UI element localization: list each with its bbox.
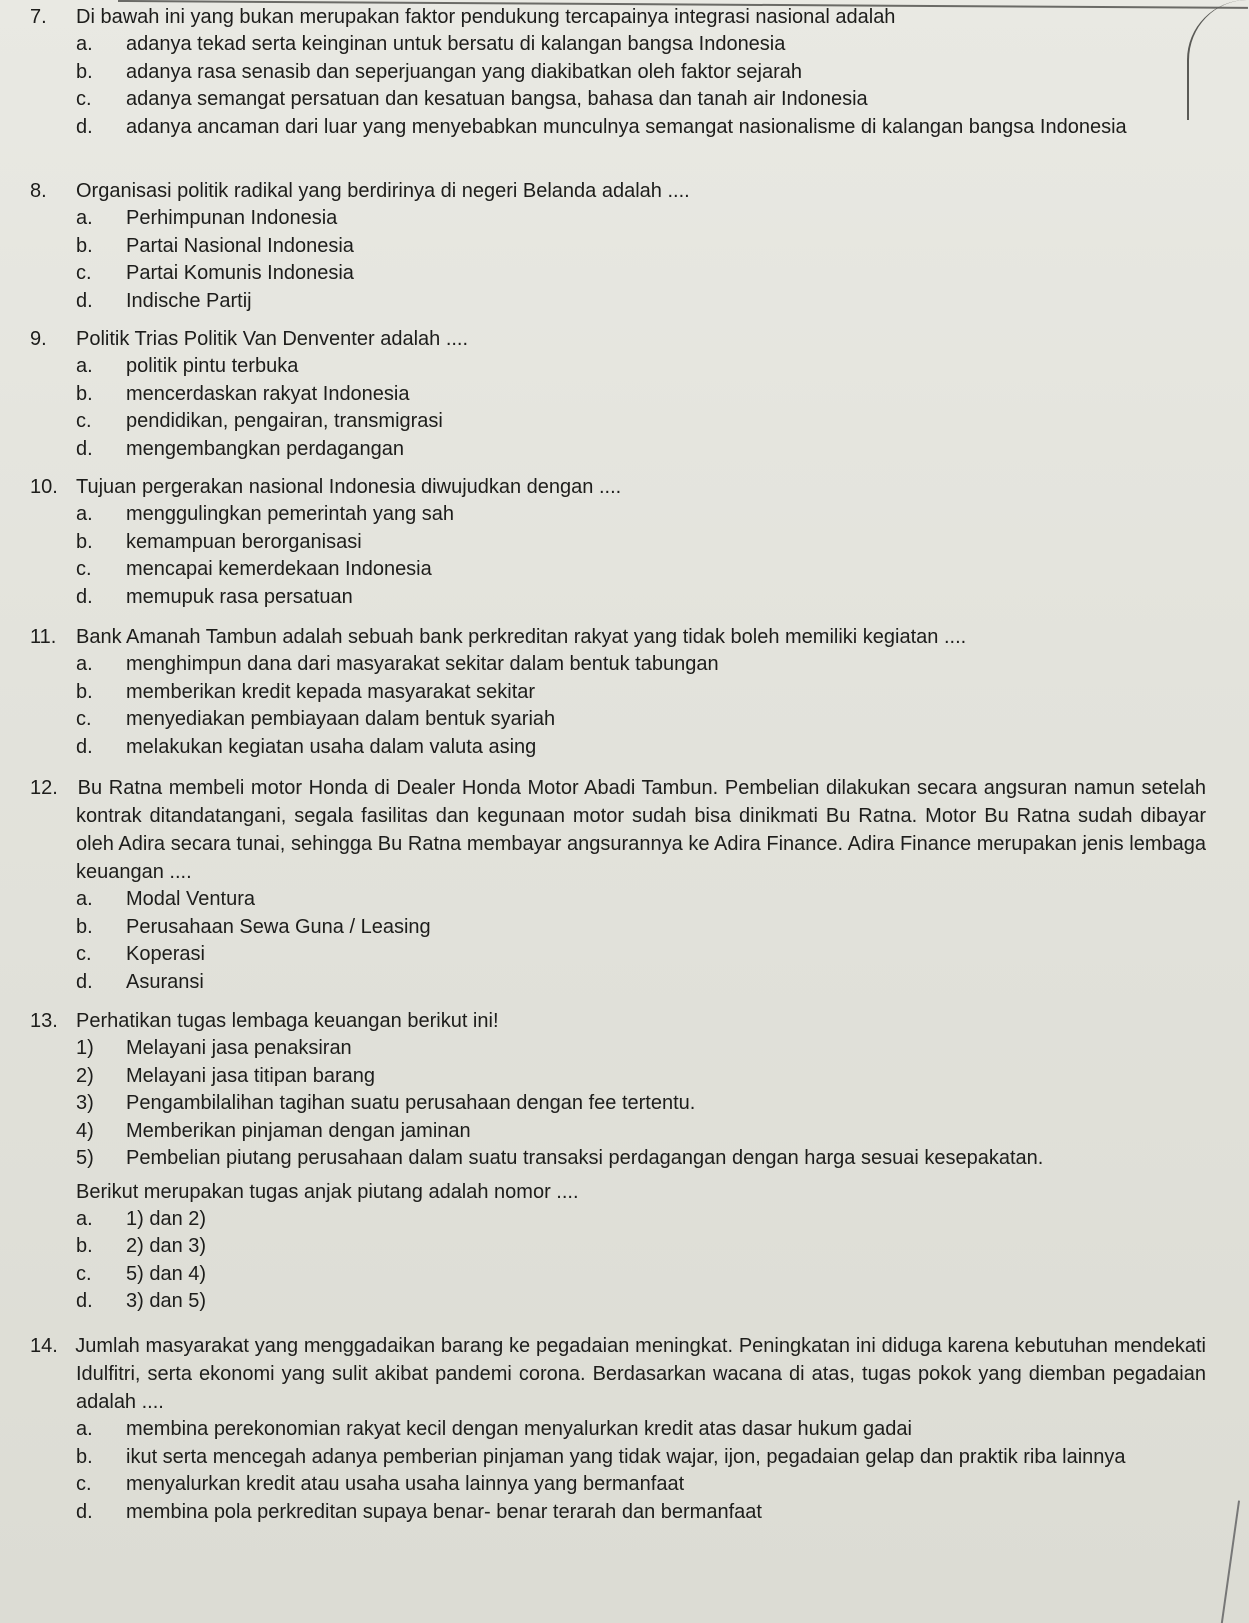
question-text: Perhatikan tugas lembaga keuangan berikut ini! — [76, 1010, 499, 1032]
option-a[interactable]: a. membina perekonomian rakyat kecil dengan menyalurkan kredit atas dasar hukum gadai — [76, 1418, 912, 1440]
option-b[interactable]: b. ikut serta mencegah adanya pemberian pinjaman yang tidak wajar, ijon, pegadaian gelap dan praktik riba lainnya — [76, 1445, 1126, 1468]
list-item: 5) Pembelian piutang perusahaan dalam suatu transaksi perdagangan dengan harga sesuai kesepakatan. — [76, 1147, 1044, 1169]
question-text: 12. Bu Ratna membeli motor Honda di Dealer Honda Motor Abadi Tambun. Pembelian dilakukan secara angsuran namun setelah kontrak ditandatangani, segala fasilitas dan kegunaan motor sudah bisa dinikmati Bu Ratna. Motor Bu Ratna sudah dibayar oleh Adira secara tunai, sehingga Bu Ratna membayar angsurannya ke Adira Finance. Adira Finance merupakan jenis lembaga keuangan .... — [30, 777, 1207, 883]
question-number: 8. — [30, 180, 47, 202]
question-14 — [30, 1332, 1210, 1526]
question-13 — [30, 1008, 1210, 1316]
option-b[interactable]: b. kemampuan berorganisasi — [76, 530, 362, 553]
question-11 — [30, 624, 1210, 761]
option-a[interactable]: a. adanya tekad serta keinginan untuk bersatu di kalangan bangsa Indonesia — [76, 33, 786, 55]
option-b[interactable]: b. Perusahaan Sewa Guna / Leasing — [76, 915, 431, 938]
question-7 — [30, 4, 1210, 141]
list-item: 1) Melayani jasa penaksiran — [76, 1037, 352, 1059]
question-text: Di bawah ini yang bukan merupakan faktor pendukung tercapainya integrasi nasional adalah — [76, 6, 896, 28]
option-c[interactable]: c. mencapai kemerdekaan Indonesia — [76, 558, 432, 580]
option-c[interactable]: c. Koperasi — [76, 943, 205, 965]
option-d[interactable]: d. Indische Partij — [76, 289, 252, 312]
option-b[interactable]: b. mencerdaskan rakyat Indonesia — [76, 382, 410, 405]
question-text: Tujuan pergerakan nasional Indonesia diwujudkan dengan .... — [76, 476, 622, 498]
question-prompt: Berikut merupakan tugas anjak piutang adalah nomor .... — [76, 1180, 579, 1203]
question-text: Politik Trias Politik Van Denventer adalah .... — [76, 328, 469, 350]
option-d[interactable]: d. melakukan kegiatan usaha dalam valuta asing — [76, 735, 537, 758]
question-number: 12. — [30, 777, 58, 799]
paper-right-edge — [1220, 1500, 1240, 1623]
option-d[interactable]: d. 3) dan 5) — [76, 1290, 207, 1312]
question-number: 14. — [30, 1335, 58, 1357]
option-a[interactable]: a. politik pintu terbuka — [76, 355, 299, 377]
question-9 — [30, 326, 1210, 463]
question-number: 7. — [30, 6, 47, 28]
question-12 — [30, 774, 1210, 996]
option-c[interactable]: c. menyediakan pembiayaan dalam bentuk syariah — [76, 708, 556, 730]
question-number: 13. — [30, 1010, 58, 1032]
option-b[interactable]: b. Partai Nasional Indonesia — [76, 234, 354, 257]
option-b[interactable]: b. adanya rasa senasib dan seperjuangan yang diakibatkan oleh faktor sejarah — [76, 60, 803, 83]
question-10 — [30, 474, 1210, 611]
question-number: 9. — [30, 328, 47, 350]
option-b[interactable]: b. 2) dan 3) — [76, 1235, 207, 1257]
question-text: Bank Amanah Tambun adalah sebuah bank perkreditan rakyat yang tidak boleh memiliki kegiatan .... — [76, 626, 967, 648]
option-c[interactable]: c. adanya semangat persatuan dan kesatuan bangsa, bahasa dan tanah air Indonesia — [76, 88, 868, 110]
option-d[interactable]: d. adanya ancaman dari luar yang menyebabkan munculnya semangat nasionalisme di kalangan bangsa Indonesia — [76, 115, 1127, 138]
option-c[interactable]: c. menyalurkan kredit atau usaha usaha lainnya yang bermanfaat — [76, 1473, 685, 1495]
option-a[interactable]: a. menggulingkan pemerintah yang sah — [76, 503, 454, 525]
option-d[interactable]: d. membina pola perkreditan supaya benar- benar terarah dan bermanfaat — [76, 1500, 762, 1523]
option-c[interactable]: c. pendidikan, pengairan, transmigrasi — [76, 410, 443, 432]
question-text: Organisasi politik radikal yang berdirinya di negeri Belanda adalah .... — [76, 180, 690, 202]
option-d[interactable]: d. mengembangkan perdagangan — [76, 437, 404, 460]
question-8 — [30, 178, 1210, 315]
option-b[interactable]: b. memberikan kredit kepada masyarakat sekitar — [76, 680, 536, 703]
option-c[interactable]: c. 5) dan 4) — [76, 1262, 207, 1285]
option-a[interactable]: a. 1) dan 2) — [76, 1207, 207, 1230]
option-a[interactable]: a. menghimpun dana dari masyarakat sekitar dalam bentuk tabungan — [76, 653, 719, 675]
list-item: 4) Memberikan pinjaman dengan jaminan — [76, 1119, 471, 1142]
option-d[interactable]: d. Asuransi — [76, 970, 204, 993]
list-item: 2) Melayani jasa titipan barang — [76, 1064, 376, 1087]
question-number: 10. — [30, 476, 58, 498]
option-d[interactable]: d. memupuk rasa persatuan — [76, 585, 353, 608]
list-item: 3) Pengambilalihan tagihan suatu perusahaan dengan fee tertentu. — [76, 1092, 696, 1114]
question-text: 14. Jumlah masyarakat yang menggadaikan barang ke pegadaian meningkat. Peningkatan ini diduga karena kebutuhan mendekati Idulfitri, serta ekonomi yang sulit akibat pandemi corona. Berdasarkan wacana di atas, tugas pokok yang diemban pegadaian adalah .... — [30, 1335, 1206, 1413]
question-number: 11. — [30, 626, 57, 648]
option-a[interactable]: a. Modal Ventura — [76, 888, 255, 910]
option-c[interactable]: c. Partai Komunis Indonesia — [76, 262, 354, 284]
option-a[interactable]: a. Perhimpunan Indonesia — [76, 207, 338, 229]
